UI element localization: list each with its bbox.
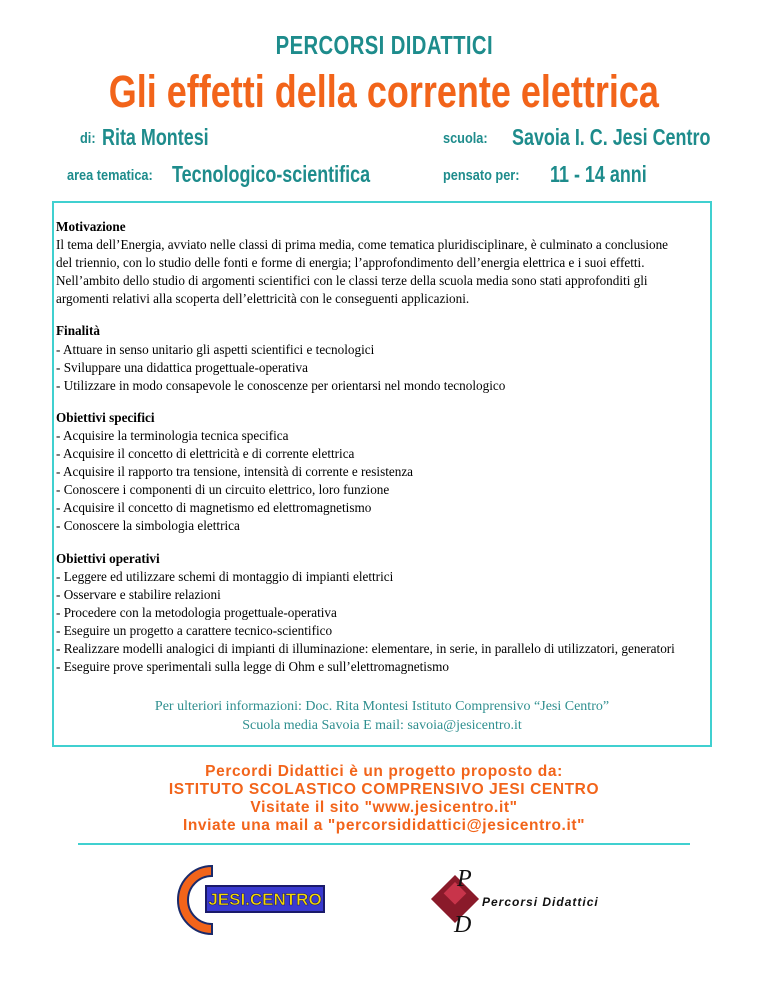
promo-site-link[interactable]: Visitate il sito "www.jesicentro.it": [250, 799, 518, 816]
author-label: di:: [80, 130, 96, 147]
section-heading: Motivazione: [56, 219, 126, 234]
area-label: area tematica:: [67, 167, 153, 184]
list-item: - Conoscere i componenti di un circuito elettrico, loro funzione: [56, 482, 390, 498]
list-item: - Osservare e stabilire relazioni: [56, 586, 221, 602]
list-item: - Attuare in senso unitario gli aspetti scientifici e tecnologici: [56, 341, 375, 357]
text-line: Il tema dell’Energia, avviato nelle classi di prima media, come tematica pluridisciplinare, è culminato a conclusione: [56, 237, 669, 253]
pd-letter-d: D: [454, 912, 472, 938]
percorsi-didattici-logo[interactable]: [424, 862, 604, 938]
list-item: - Sviluppare una didattica progettuale-operativa: [56, 359, 308, 375]
page-title-text: Gli effetti della corrente elettrica: [108, 66, 660, 117]
text-line: Nell’ambito dello studio di argomenti scientifici con le classi terze della scuola media sono stati approfonditi gli: [56, 273, 648, 289]
list-item: - Acquisire la terminologia tecnica specifica: [56, 427, 289, 443]
list-item: - Leggere ed utilizzare schemi di montaggio di impianti elettrici: [56, 568, 394, 584]
section-obiettivi-specifici: [56, 409, 712, 536]
info-email-line[interactable]: Scuola media Savoia E mail: savoia@jesicentro.it: [242, 718, 522, 733]
list-item: - Eseguire prove sperimentali sulla legge di Ohm e sull’elettromagnetismo: [56, 659, 449, 675]
list-item: - Realizzare modelli analogici di impianti di illuminazione: elementare, in serie, in parallelo di utilizzatori, generatori: [56, 640, 675, 656]
list-item: - Acquisire il rapporto tra tensione, intensità di corrente e resistenza: [56, 464, 414, 480]
section-heading: Finalità: [56, 323, 100, 339]
jesi-centro-logo[interactable]: [172, 860, 332, 940]
list-item: - Acquisire il concetto di magnetismo ed elettromagnetismo: [56, 500, 372, 516]
list-item: - Acquisire il concetto di elettricità e di corrente elettrica: [56, 446, 355, 462]
promo-block: [0, 763, 768, 835]
school-value: Savoia I. C. Jesi Centro: [512, 124, 711, 150]
promo-mail-link[interactable]: Inviate una mail a "percorsididattici@jesicentro.it": [182, 817, 586, 834]
section-motivazione: [56, 218, 712, 308]
promo-line: Percordi Didattici è un progetto proposto da:: [205, 763, 563, 780]
text-line: del triennio, con lo studio delle fonti e forme di energia; l’approfondimento dell’energia elettrica e i suoi effetti.: [56, 255, 645, 271]
list-item: - Utilizzare in modo consapevole le conoscenze per orientarsi nel mondo tecnologico: [56, 377, 506, 393]
list-item: - Procedere con la metodologia progettuale-operativa: [56, 604, 337, 620]
page-title: [0, 66, 768, 118]
list-item: - Conoscere la simbologia elettrica: [56, 518, 240, 534]
pre-title-text: PERCORSI DIDATTICI: [275, 30, 493, 60]
author-value: Rita Montesi: [102, 124, 209, 150]
content: [56, 218, 712, 690]
area-value: Tecnologico-scientifica: [172, 161, 371, 187]
school-label: scuola:: [443, 130, 488, 147]
section-finalita: [56, 322, 712, 394]
section-heading: Obiettivi specifici: [56, 409, 155, 425]
pre-title: [0, 30, 768, 61]
info-line: Per ulteriori informazioni: Doc. Rita Montesi Istituto Comprensivo “Jesi Centro”: [154, 699, 610, 714]
list-item: - Eseguire un progetto a carattere tecnico-scientifico: [56, 622, 333, 638]
audience-value: 11 - 14 anni: [550, 161, 647, 187]
divider: [78, 843, 690, 845]
section-heading: Obiettivi operativi: [56, 550, 160, 566]
info-block: [52, 697, 712, 735]
text-line: argomenti relativi alla scoperta dell’elettricità con le conseguenti applicazioni.: [56, 291, 470, 307]
jesi-logo-text: JESI.CENTRO: [208, 890, 322, 909]
audience-label: pensato per:: [443, 167, 520, 184]
pd-logo-text: Percorsi Didattici: [482, 895, 599, 909]
section-obiettivi-operativi: [56, 550, 712, 677]
promo-line: ISTITUTO SCOLASTICO COMPRENSIVO JESI CENTRO: [168, 781, 600, 798]
pd-letter-p: P: [457, 866, 472, 892]
